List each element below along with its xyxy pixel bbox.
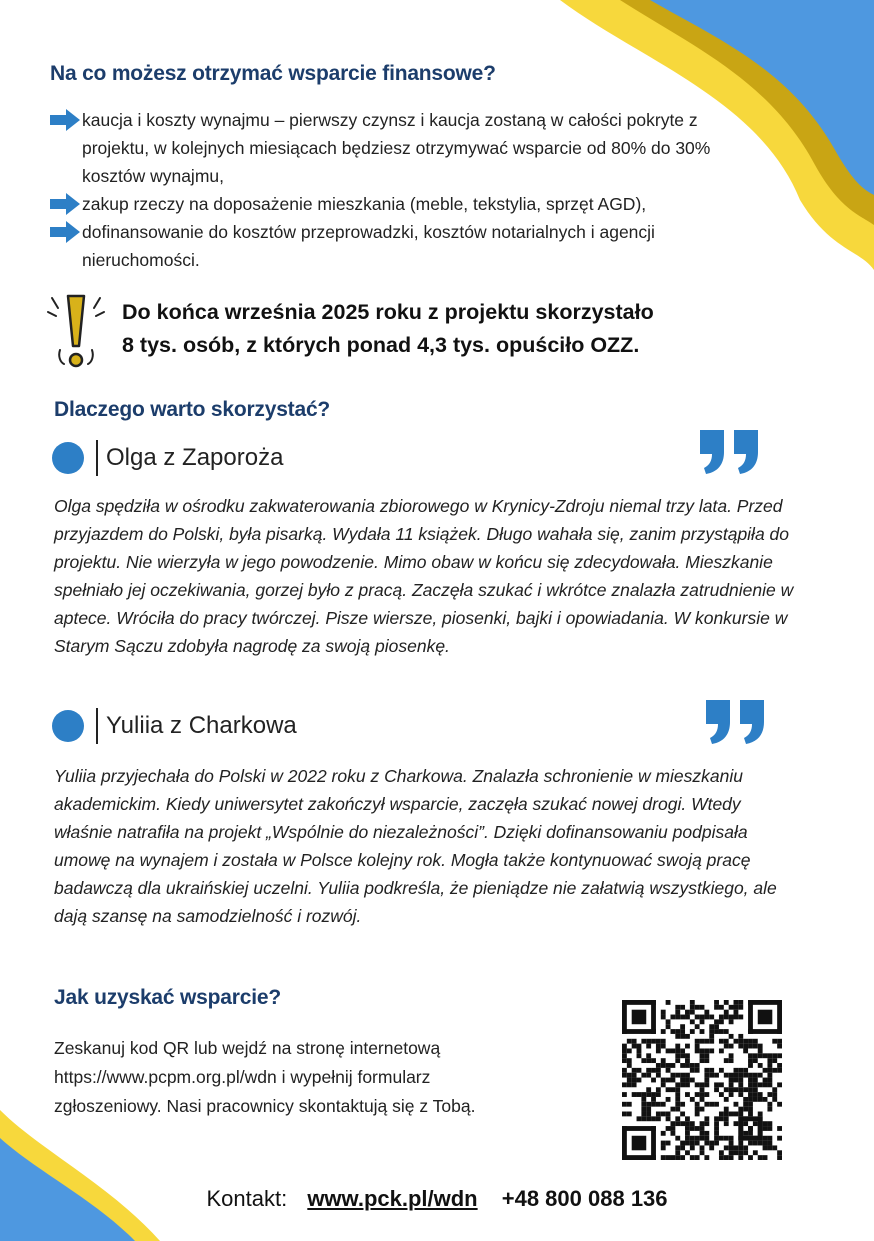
divider <box>96 440 98 476</box>
person-header <box>52 706 297 746</box>
stat-line-1: Do końca września 2025 roku z projektu skorzystało <box>122 300 654 324</box>
contact-phone[interactable]: +48 800 088 136 <box>501 1186 668 1211</box>
list-item <box>50 190 750 218</box>
support-list <box>50 106 750 274</box>
person-header <box>52 438 283 478</box>
list-item <box>50 218 750 274</box>
howto-heading: Jak uzyskać wsparcie? <box>54 986 281 1009</box>
person-name: Yuliia z Charkowa <box>106 712 297 739</box>
howto-line-3: zgłoszeniowy. Nasi pracownicy skontaktują się z Tobą. <box>54 1096 476 1116</box>
howto-line-1: Zeskanuj kod QR lub wejdź na stronę internetową <box>54 1038 441 1058</box>
stat-callout <box>122 296 654 362</box>
contact-url-link[interactable]: www.pck.pl/wdn <box>307 1186 478 1211</box>
exclamation-icon <box>44 290 108 374</box>
list-item <box>50 106 750 190</box>
quote-icon <box>700 430 760 474</box>
arrow-right-icon <box>50 221 80 243</box>
person-dot-icon <box>52 442 84 474</box>
list-item-text: dofinansowanie do kosztów przeprowadzki, kosztów notarialnych i agencji nieruchomości. <box>82 222 655 270</box>
quote-icon <box>706 700 766 744</box>
story-text: Olga spędziła w ośrodku zakwaterowania zbiorowego w Krynicy-Zdroju niemal trzy lata. Przed przyjazdem do Polski, była pisarką. Wydała 11 książek. Długo wahała się, zanim przystąpiła do projektu. Nie wierzyła w jego powodzenie. Mimo obaw w końcu się zdecydowała. Mieszkanie spełniało jej oczekiwania, gorzej było z pracą. Zaczęła szukać i wkrótce znalazła zatrudnienie w aptece. Wróciła do pracy twórczej. Pisze wiersze, piosenki, bajki i opowiadania. W konkursie w Starym Sączu zdobyła nagrodę za swoją piosenkę. <box>54 496 794 656</box>
stat-line-2: 8 tys. osób, z których ponad 4,3 tys. opuściło OZZ. <box>122 333 640 357</box>
contact-label: Kontakt: <box>206 1186 288 1211</box>
arrow-right-icon <box>50 193 80 215</box>
howto-text <box>54 1034 574 1121</box>
contact-line <box>0 1186 874 1212</box>
divider <box>96 708 98 744</box>
support-heading: Na co możesz otrzymać wsparcie finansowe? <box>50 62 496 85</box>
arrow-right-icon <box>50 109 80 131</box>
howto-line-2: https://www.pcpm.org.pl/wdn i wypełnij formularz <box>54 1067 431 1087</box>
qr-code-icon[interactable] <box>622 1000 782 1160</box>
list-item-text: kaucja i koszty wynajmu – pierwszy czynsz i kaucja zostaną w całości pokryte z projektu, w kolejnych miesiącach będziesz otrzymywać wsparcie od 80% do 30% kosztów wynajmu, <box>82 110 711 186</box>
person-name: Olga z Zaporoża <box>106 444 284 471</box>
story-text: Yuliia przyjechała do Polski w 2022 roku z Charkowa. Znalazła schronienie w mieszkaniu akademickim. Kiedy uniwersytet zakończył wsparcie, zaczęła szukać nowej drogi. Wtedy właśnie natrafiła na projekt „Wspólnie do niezależności”. Dzięki dofinansowaniu podpisała umowę na wynajem i została w Polsce kolejny rok. Mogła także kontynuować swoją pracę badawczą dla ukraińskiej uczelni. Yuliia podkreśla, że pieniądze nie załatwią wszystkiego, ale dają szansę na samodzielność i rozwój. <box>54 766 777 926</box>
why-heading: Dlaczego warto skorzystać? <box>54 398 331 421</box>
person-dot-icon <box>52 710 84 742</box>
list-item-text: zakup rzeczy na doposażenie mieszkania (meble, tekstylia, sprzęt AGD), <box>82 194 647 214</box>
